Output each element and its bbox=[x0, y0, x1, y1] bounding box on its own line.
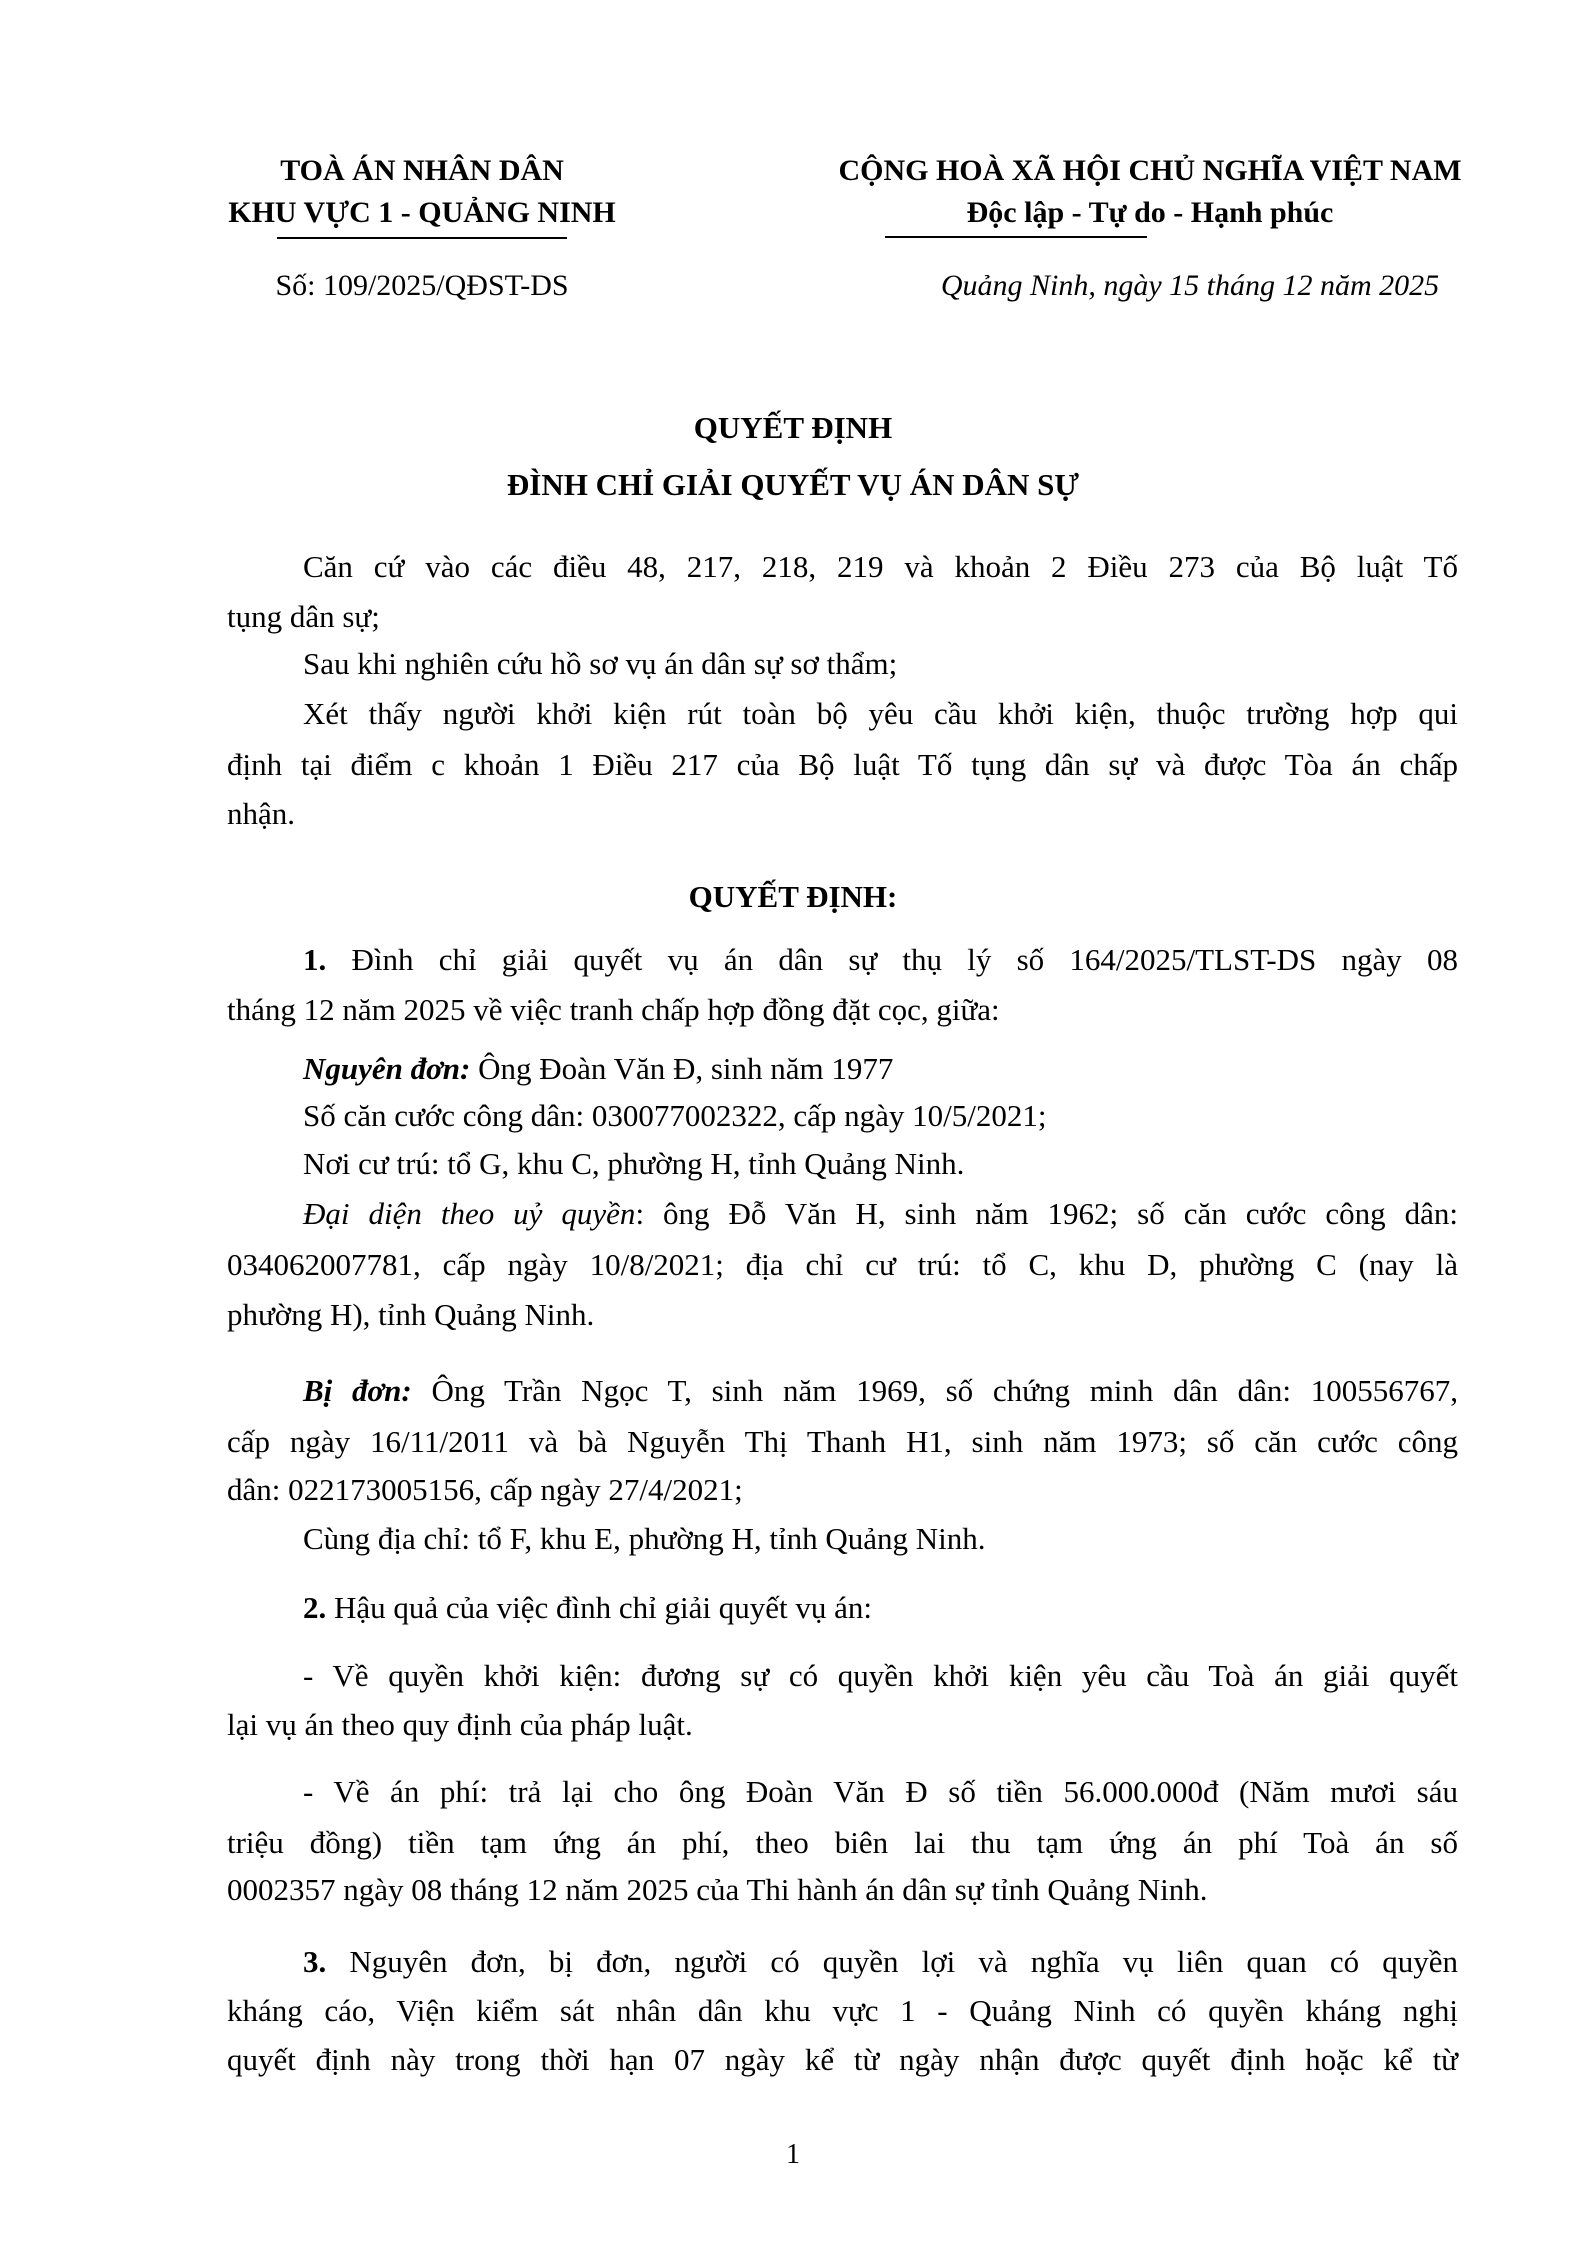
item3-line1 bbox=[303, 1942, 1458, 1982]
nation-name: CỘNG HOÀ XÃ HỘI CHỦ NGHĨA VIỆT NAM bbox=[838, 154, 1462, 187]
item2-right-line2: lại vụ án theo quy định của pháp luật. bbox=[227, 1707, 693, 1742]
court-name-underline bbox=[277, 237, 567, 239]
preamble-legal-basis bbox=[303, 547, 1458, 587]
decision-title: QUYẾT ĐỊNH bbox=[693, 410, 893, 445]
document-number: Số: 109/2025/QĐST-DS bbox=[275, 269, 569, 302]
item1-line1 bbox=[303, 940, 1458, 980]
preamble-review: Sau khi nghiên cứu hồ sơ vụ án dân sự sơ thẩm; bbox=[303, 646, 898, 681]
item2-right-line1: - Về quyền khởi kiện: đương sự có quyền khởi kiện yêu cầu Toà án giải quyết bbox=[303, 1658, 1458, 1693]
item3-line2: kháng cáo, Viện kiểm sát nhân dân khu vực 1 - Quảng Ninh có quyền kháng nghị bbox=[227, 1993, 1458, 2028]
representative-line3: phường H), tỉnh Quảng Ninh. bbox=[227, 1297, 595, 1332]
court-name-line1: TOÀ ÁN NHÂN DÂN bbox=[280, 154, 564, 187]
representative-line2: 034062007781, cấp ngày 10/8/2021; địa chỉ cư trú: tổ C, khu D, phường C (nay là bbox=[227, 1247, 1458, 1282]
item1-number: 1. bbox=[303, 942, 327, 977]
nation-motto: Độc lập - Tự do - Hạnh phúc bbox=[966, 196, 1334, 229]
page-number: 1 bbox=[786, 2139, 800, 2170]
item1-line2: tháng 12 năm 2025 về việc tranh chấp hợp đồng đặt cọc, giữa: bbox=[227, 992, 1000, 1027]
preamble-finding-l2: định tại điểm c khoản 1 Điều 217 của Bộ luật Tố tụng dân sự và được Tòa án chấp bbox=[227, 747, 1458, 782]
representative-line1 bbox=[303, 1194, 1458, 1234]
place-date: Quảng Ninh, ngày 15 tháng 12 năm 2025 bbox=[940, 269, 1440, 302]
preamble-legal-basis-l1: Căn cứ vào các điều 48, 217, 218, 219 và khoản 2 Điều 273 của Bộ luật Tố bbox=[303, 549, 1458, 584]
item3-line3: quyết định này trong thời hạn 07 ngày kể từ ngày nhận được quyết định hoặc kể từ bbox=[227, 2042, 1458, 2077]
defendant-text: Ông Trần Ngọc T, sinh năm 1969, số chứng minh dân dân: 100556767, bbox=[411, 1373, 1458, 1408]
defendant-line2: cấp ngày 16/11/2011 và bà Nguyễn Thị Thanh H1, sinh năm 1973; số căn cước công bbox=[227, 1424, 1458, 1459]
item2-number: 2. bbox=[303, 1590, 327, 1625]
plaintiff-name: Ông Đoàn Văn Đ, sinh năm 1977 bbox=[470, 1051, 894, 1086]
plaintiff-label: Nguyên đơn: bbox=[303, 1051, 471, 1086]
defendant-line1 bbox=[303, 1371, 1458, 1411]
nation-motto-underline bbox=[885, 236, 1147, 238]
item2-fee-line2: triệu đồng) tiền tạm ứng án phí, theo biên lai thu tạm ứng án phí Toà án số bbox=[227, 1825, 1458, 1860]
item3-number: 3. bbox=[303, 1944, 327, 1979]
item2-fee-line1: - Về án phí: trả lại cho ông Đoàn Văn Đ số tiền 56.000.000đ (Năm mươi sáu bbox=[303, 1774, 1458, 1809]
preamble-finding-l1: Xét thấy người khởi kiện rút toàn bộ yêu cầu khởi kiện, thuộc trường hợp qui bbox=[303, 696, 1458, 731]
preamble-finding-l3: nhận. bbox=[227, 796, 296, 831]
representative-text: : ông Đỗ Văn H, sinh năm 1962; số căn cước công dân: bbox=[635, 1196, 1458, 1231]
item2-fee-line3: 0002357 ngày 08 tháng 12 năm 2025 của Thi hành án dân sự tỉnh Quảng Ninh. bbox=[227, 1872, 1208, 1907]
preamble-legal-basis-cont: tụng dân sự; bbox=[227, 599, 380, 634]
item3-text: Nguyên đơn, bị đơn, người có quyền lợi và nghĩa vụ liên quan có quyền bbox=[326, 1944, 1458, 1979]
item2-line1 bbox=[303, 1588, 872, 1628]
representative-label: Đại diện theo uỷ quyền bbox=[303, 1196, 636, 1231]
defendant-line3: dân: 022173005156, cấp ngày 27/4/2021; bbox=[227, 1472, 743, 1507]
decision-subtitle: ĐÌNH CHỈ GIẢI QUYẾT VỤ ÁN DÂN SỰ bbox=[506, 467, 1080, 502]
court-name-line2: KHU VỰC 1 - QUẢNG NINH bbox=[228, 196, 616, 229]
plaintiff-line1 bbox=[303, 1049, 893, 1089]
decision-heading: QUYẾT ĐỊNH: bbox=[688, 879, 898, 914]
defendant-address: Cùng địa chỉ: tổ F, khu E, phường H, tỉnh Quảng Ninh. bbox=[303, 1521, 986, 1556]
plaintiff-id: Số căn cước công dân: 030077002322, cấp ngày 10/5/2021; bbox=[303, 1098, 1047, 1133]
item1-text: Đình chỉ giải quyết vụ án dân sự thụ lý số 164/2025/TLST-DS ngày 08 bbox=[326, 942, 1458, 977]
plaintiff-residence: Nơi cư trú: tổ G, khu C, phường H, tỉnh Quảng Ninh. bbox=[303, 1146, 965, 1181]
item2-text: Hậu quả của việc đình chỉ giải quyết vụ án: bbox=[326, 1590, 873, 1625]
defendant-label: Bị đơn: bbox=[303, 1373, 412, 1408]
